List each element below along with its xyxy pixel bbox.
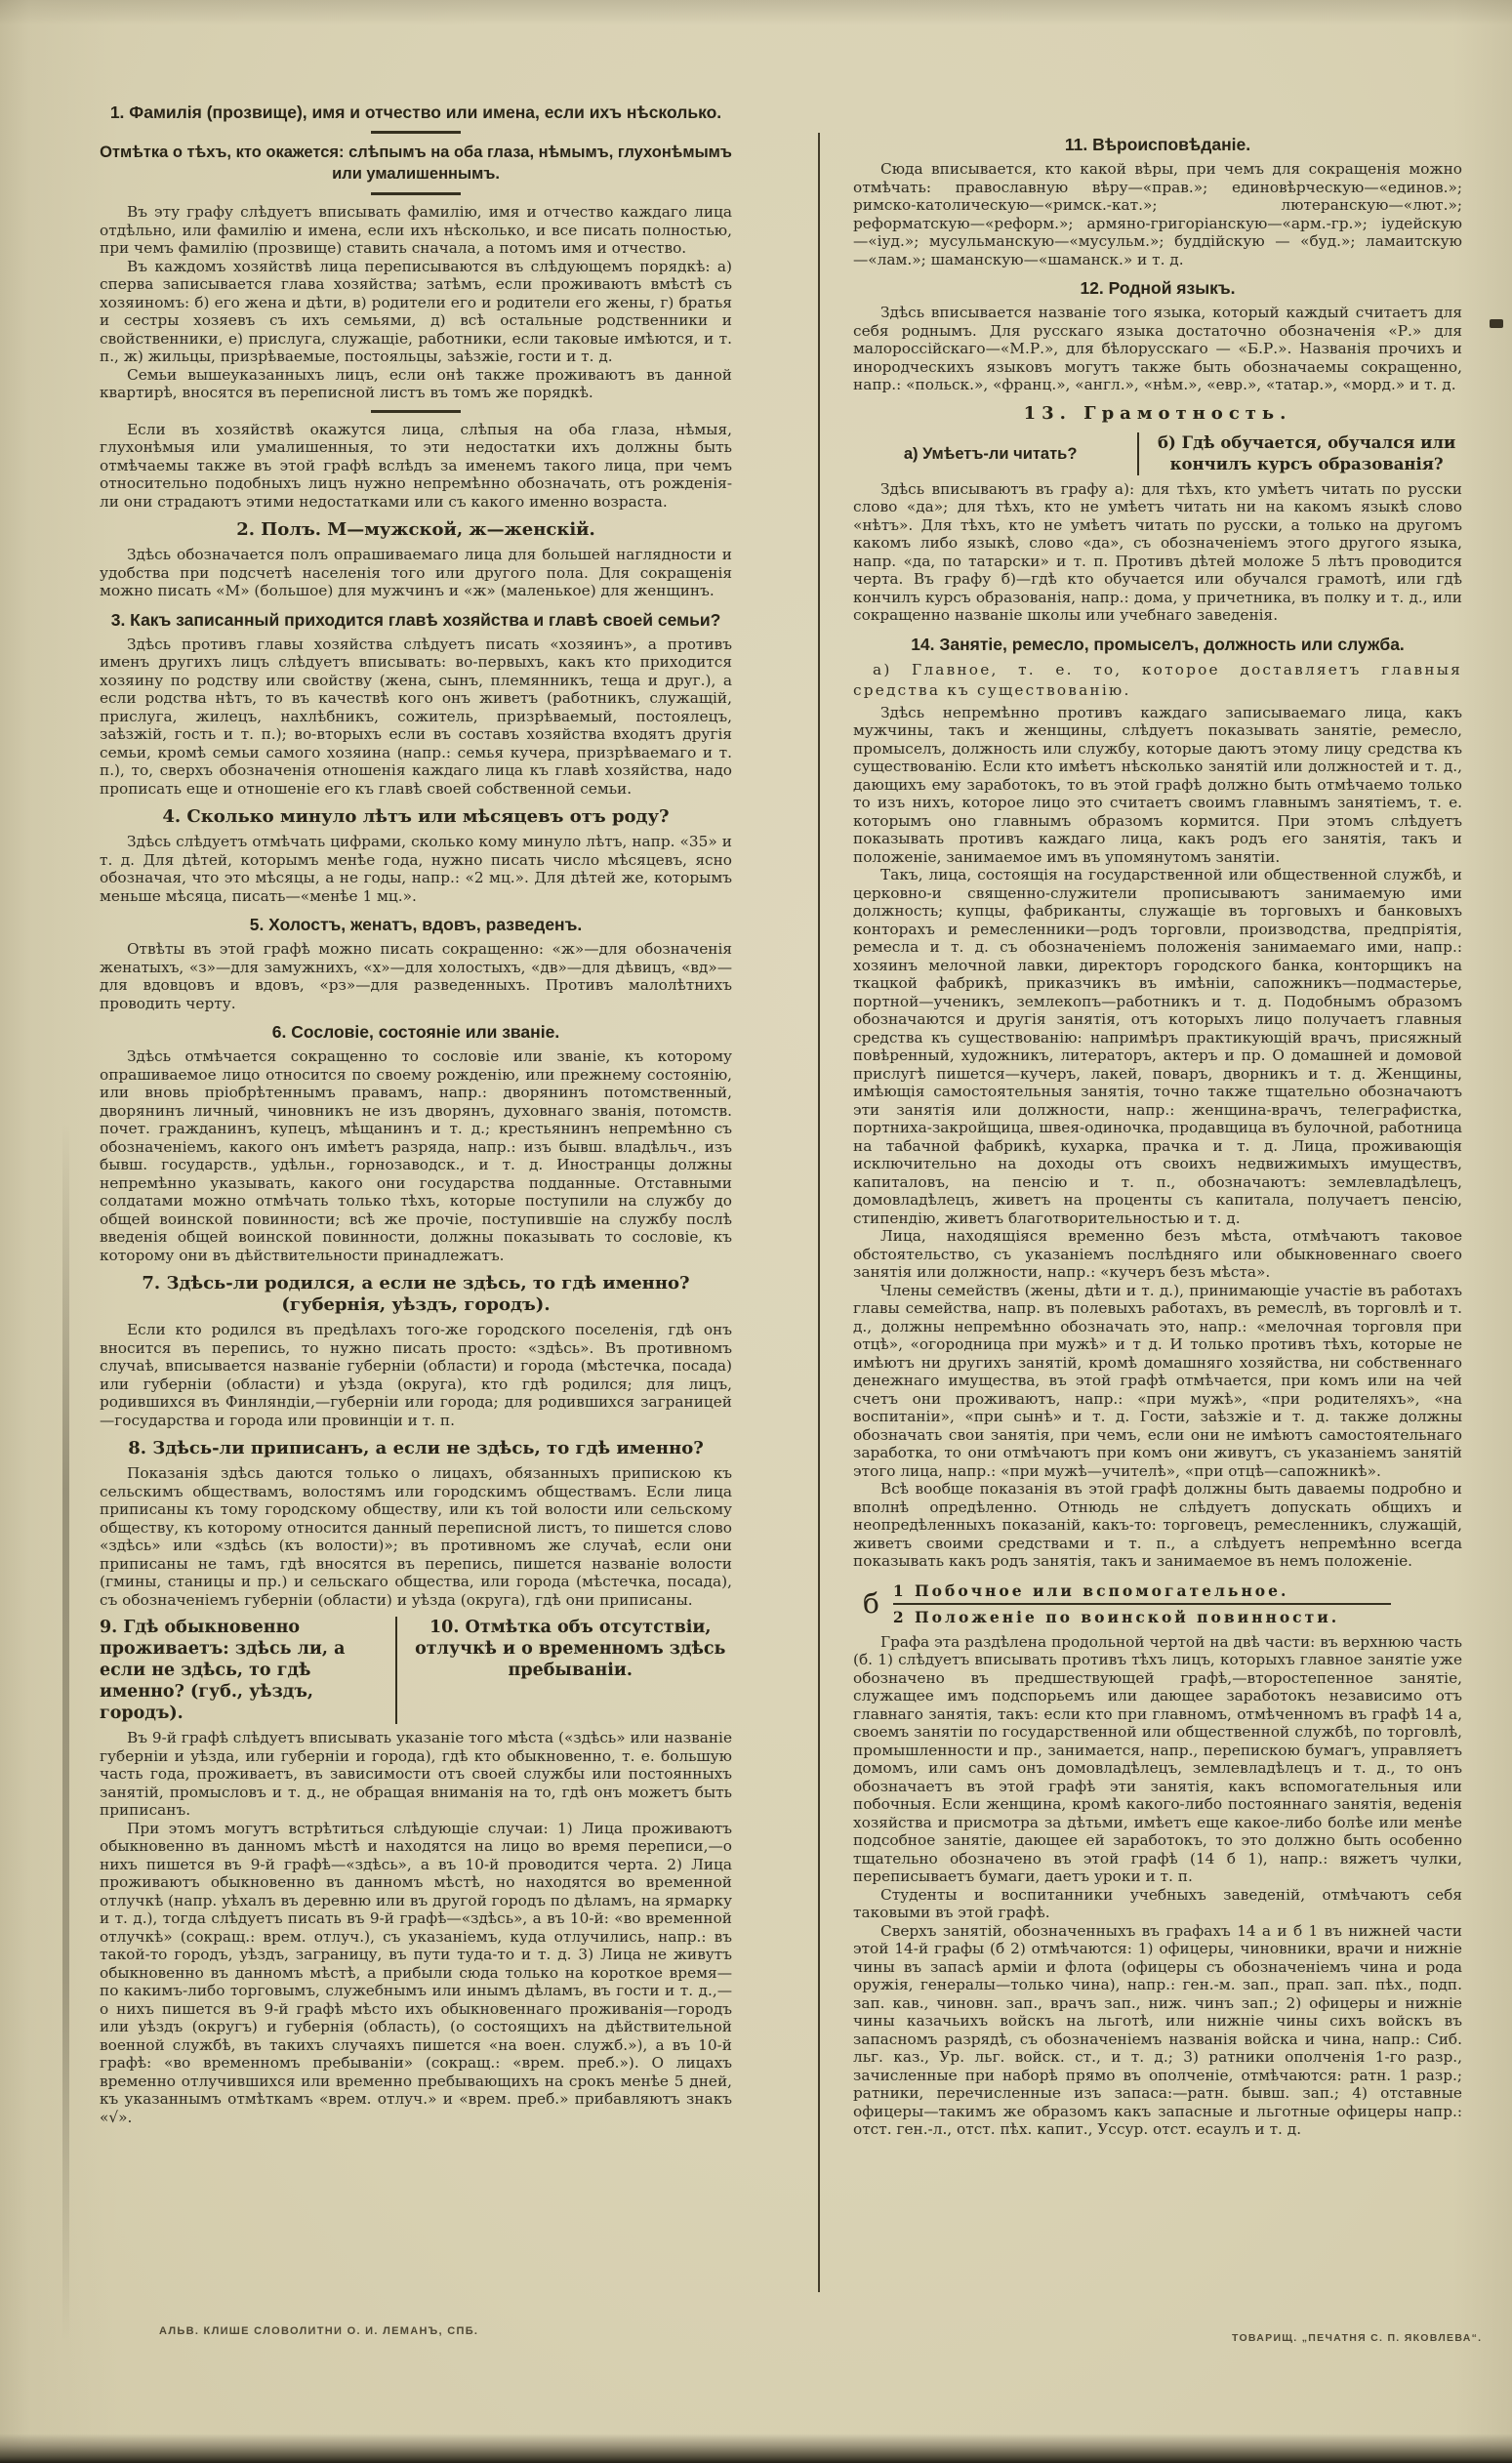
- paragraph: Всѣ вообще показанія въ этой графѣ должны быть даваемы подробно и вполнѣ опредѣленно. Отнюдь не слѣдуетъ допускать общихъ и неопредѣленныхъ показаній, какъ-то: торговецъ, ремесленникъ, служащій, живетъ своими средствами и т. п., а слѣдуетъ непремѣнно всегда показывать какъ родъ занятія, такъ и занимаемое въ немъ положеніе.: [853, 1480, 1462, 1570]
- paragraph: Сюда вписывается, кто какой вѣры, при чемъ для сокращенія можно отмѣчать: православную вѣру—«прав.»; единовѣрческую—«единов.»; римско-католическую—«римск.-кат.»; лютеранскую—«лют.»; реформатскую—«реформ.»; армяно-григоріанскую—«арм.-гр.»; іудейскую—«іуд.»; мусульманскую—«мусульм.»; буддійскую — «буд.»; ламаитскую—«лам.»; шаманскую—«шаманск.» и т. д.: [853, 160, 1462, 268]
- paragraph: Такъ, лица, состоящія на государственной или общественной службѣ, и церковно-и священно-служители прописываютъ занимаемую ими должность; купцы, фабриканты, служащіе въ торговыхъ и банковыхъ конторахъ и ремесленники—родъ торговли, производства, предпріятія, ремесла и т. д. съ обозначеніемъ положенія занимаемаго ими, напр.: хозяинъ мелочной лавки, директоръ городского банка, конторщикъ на ткацкой фабрикѣ, приказчикъ въ имѣніи, сапожникъ—подмастерье, портной—ученикъ, землекопъ—работникъ и т. д. Подобнымъ образомъ обозначаются и другія занятія, отъ которыхъ лицо получаетъ главныя средства къ существованію: напримѣръ практикующій врачъ, присяжный повѣренный, художникъ, литераторъ, актеръ и пр. О домашней и домовой прислугѣ пишется—кучеръ, лакей, поваръ, дворникъ и т. д. Женщины, имѣющія самостоятельныя занятія, точно также тщательно обозначаютъ эти занятія или должности, напр.: женщина-врачъ, телеграфистка, портниха-закройщица, швея-одиночка, продавщица въ булочной, работница на табачной фабрикѣ, кухарка, прачка и т. д. Лица, проживающія исключительно на доходы отъ своихъ недвижимыхъ имуществъ, капиталовъ, на пенсію и т. п., обозначаютъ: землевладѣлецъ, домовладѣлецъ, живетъ на проценты съ капитала, получаетъ пенсію, стипендію, живетъ благотворительностью и т. д.: [853, 866, 1462, 1227]
- dual-heading: [100, 1617, 732, 1724]
- paragraph: Здѣсь вписываютъ въ графу а): для тѣхъ, кто умѣетъ читать по русски слово «да»; для тѣхъ, кто не умѣетъ читать ни на какомъ языкѣ слово «нѣтъ». Для тѣхъ, кто не умѣетъ читать по русски, а только на другомъ какомъ либо языкѣ, слово «да», съ обозначеніемъ этого другого языка, напр. «да, по татарски» и т. п. Противъ дѣтей моложе 5 лѣтъ проводится черта. Въ графу б)—гдѣ кто обучается или обучался грамотѣ, или гдѣ кончилъ курсъ образованія, напр.: дома, у причетника, въ полку и т. д., или сокращенно названіе школы или учебнаго заведенія.: [853, 479, 1462, 624]
- paragraph: а) Главное, т. е. то, которое доставляетъ главныя средства къ существованію.: [853, 660, 1462, 699]
- section-divider-rule: [371, 410, 461, 413]
- paragraph: Если въ хозяйствѣ окажутся лица, слѣпыя на оба глаза, нѣмыя, глухонѣмыя или умалишенныя, то эти недостатки ихъ должны быть отмѣчаемы также въ этой графѣ вслѣдъ за именемъ такого лица, при чемъ относительно подобныхъ лицъ нужно непремѣнно обозначать, отъ рожденія-ли они страдаютъ этими недостатками или съ какого именно возраста.: [100, 420, 732, 511]
- section-divider-rule: [371, 192, 461, 195]
- dual-heading-left: 9. Гдѣ обыкновенно проживаетъ: здѣсь ли, а если не здѣсь, то гдѣ именно? (губ., уѣздъ, городъ).: [100, 1617, 397, 1724]
- column-divider: [818, 133, 820, 2292]
- brace-label: б: [863, 1586, 879, 1620]
- paragraph: Здѣсь противъ главы хозяйства слѣдуетъ писать «хозяинъ», а противъ именъ другихъ лицъ слѣдуетъ вписывать: во-первыхъ, какъ кто приходится хозяину по родству или свойству (жена, сынъ, племянникъ, теща и друг.), а если родства нѣтъ, то въ качествѣ кого онъ живетъ (работникъ, служащій, прислуга, жилецъ, нахлѣбникъ, сожитель, призрѣваемый, постоялецъ, заѣзжій, гость и т. п.); во-вторыхъ если въ составъ хозяйства входятъ другія семьи, кромѣ семьи самого хозяина (напр.: семья кучера, призрѣваемаго и т. п.), то, сверхъ обозначенія отношенія каждаго лица къ главѣ хозяйства, надо прописать еще и отношеніе его къ главѣ своей собственной семьи.: [100, 635, 732, 798]
- page-bottom-shadow: [0, 2434, 1512, 2463]
- paragraph: Здѣсь отмѣчается сокращенно то сословіе или званіе, къ которому опрашиваемое лицо относится по своему рожденію, или прежнему состоянію, или вновь пріобрѣтеннымъ правамъ, напр.: дворянинъ потомственный, дворянинъ личный, чиновникъ не изъ дворянъ, духовнаго званія, потомств. почет. гражданинъ, купецъ, мѣщанинъ и т. д.; крестьянинъ непремѣнно съ обозначеніемъ, какого онъ имѣетъ разряда, напр.: изъ бывш. владѣльч., изъ бывш. государств., удѣльн., горнозаводск., и т. д. Иностранцы должны непремѣнно указывать, какого они государства подданные. Отставными солдатами можно отмѣчать только тѣхъ, которые поступили на службу до общей воинской повинности; всѣ же прочіе, поступившіе на службу послѣ введенія общей воинской повинности, должны показывать то сословіе, къ которому они въ дѣйствительности принадлежатъ.: [100, 1047, 732, 1264]
- section-heading: 7. Здѣсь-ли родился, а если не здѣсь, то гдѣ именно? (губернія, уѣздъ, городъ).: [142, 1273, 690, 1315]
- section-divider-rule: [371, 131, 461, 134]
- brace-line-2: 2 Положеніе по воинской повинности.: [892, 1607, 1340, 1626]
- paragraph: Здѣсь непремѣнно противъ каждаго записываемаго лица, какъ мужчины, такъ и женщины, слѣдуетъ показывать занятіе, ремесло, промыселъ, должность или службу, которые даютъ этому лицу средства къ существованію. Если кто имѣетъ нѣсколько занятій или должностей и т. д., дающихъ ему заработокъ, то въ этой графѣ должно быть отмѣчаемо только то изъ нихъ, которое лицо это считаетъ своимъ главнымъ занятіемъ, т. е. которымъ оно главнымъ образомъ кормится. При этомъ слѣдуетъ показывать противъ каждаго лица, какъ родъ его занятія, такъ и положеніе, занимаемое имъ въ упомянутомъ занятіи.: [853, 703, 1462, 866]
- dual-heading-left: а) Умѣетъ-ли читать?: [853, 432, 1139, 475]
- paragraph: Здѣсь вписывается названіе того языка, который каждый считаетъ для себя роднымъ. Для русскаго языка достаточно обозначенія «Р.» для малороссійскаго—«М.Р.», для бѣлорусскаго — «Б.Р.». Названія прочихъ и инородческихъ языковъ могутъ также быть обозначаемы сокращенно, напр.: «польск.», «франц.», «англ.», «нѣм.», «евр.», «татар.», «морд.» и т. д.: [853, 304, 1462, 393]
- section-heading: 6. Сословіе, состояніе или званіе.: [271, 1022, 560, 1042]
- section-heading: Отмѣтка о тѣхъ, кто окажется: слѣпымъ на оба глаза, нѣмымъ, глухонѣмымъ или умалишеннымъ.: [100, 144, 732, 183]
- paragraph: Члены семействъ (жены, дѣти и т. д.), принимающіе участіе въ работахъ главы семейства, напр. въ полевыхъ работахъ, въ ремеслѣ, въ торговлѣ и т. д., должны непремѣнно обозначать это, напр.: «мелочная торговля при отцѣ», «огородница при мужѣ» и т д. И только противъ тѣхъ, которые не имѣютъ ни другихъ занятій, кромѣ домашняго хозяйства, ни собственнаго денежнаго имущества, въ этой графѣ отмѣчается, при комъ или на чей счетъ они проживаютъ, напр.: «при мужѣ», «при родителяхъ», «на воспитаніи», «при сынѣ» и т. д. Гости, заѣзжіе и т. д. также должны обозначать свои занятія, при чемъ, если они не имѣютъ самостоятельнаго заработка, то они отмѣчаютъ при комъ они живутъ, съ указаніемъ занятій этого лица, напр.: «при мужѣ—учителѣ», «при отцѣ—сапожникѣ».: [853, 1281, 1462, 1480]
- brace-line-1: 1 Побочное или вспомогательное.: [892, 1580, 1289, 1600]
- section-heading: 1. Фамилія (прозвище), имя и отчество или имена, если ихъ нѣсколько.: [109, 103, 722, 122]
- paragraph: Въ каждомъ хозяйствѣ лица переписываются въ слѣдующемъ порядкѣ: а) сперва записывается глава хозяйства; затѣмъ, если проживаютъ вмѣстѣ съ хозяиномъ: б) его жена и дѣти, в) родители его и родители его жены, г) братья и сестры хозяевъ съ ихъ семьями, д) всѣ остальные родственники и свойственники, е) прислуга, служащіе, работники, если таковые имѣются, и т. п., ж) жильцы, призрѣваемые, постояльцы, заѣзжіе, гости и т. д.: [100, 257, 732, 365]
- imprint-left: АЛЬВ. КЛИШЕ СЛОВОЛИТНИ О. И. ЛЕМАНЪ, СПБ.: [159, 2325, 479, 2337]
- paragraph: Студенты и воспитанники учебныхъ заведеній, отмѣчаютъ себя таковыми въ этой графѣ.: [853, 1885, 1462, 1921]
- column-14b-heading: [853, 1580, 1462, 1627]
- paper-fold-shadow: [62, 1123, 69, 2343]
- paragraph: Въ 9-й графѣ слѣдуетъ вписывать указаніе того мѣста («здѣсь» или названіе губерніи и уѣзда, или губерніи и города), гдѣ кто обыкновенно, т. е. большую часть года, проживаетъ, въ зависимости отъ своей службы или постоянныхъ занятій, промысловъ и т. д., не обращая вниманія на то, гдѣ онъ можетъ быть приписанъ.: [100, 1729, 732, 1819]
- paragraph: Въ эту графу слѣдуетъ вписывать фамилію, имя и отчество каждаго лица отдѣльно, или фамилію и имена, если ихъ нѣсколько, и все писать полностью, при чемъ фамилію (прозвище) ставить сначала, а потомъ имя и отчество.: [100, 203, 732, 257]
- paragraph: Здѣсь обозначается полъ опрашиваемаго лица для большей наглядности и удобства при подсчетѣ населенія того или другого пола. Для сокращенія можно писать «М» (большое) для мужчинъ и «ж» (маленькое) для женщинъ.: [100, 546, 732, 599]
- section-heading: 2. Полъ. М—мужской, ж—женскій.: [236, 519, 595, 540]
- section-heading: 11. Вѣроисповѣданіе.: [1064, 135, 1251, 154]
- section-heading: 4. Сколько минуло лѣтъ или мѣсяцевъ отъ роду?: [162, 806, 670, 827]
- section-heading: 5. Холостъ, женатъ, вдовъ, разведенъ.: [249, 915, 583, 934]
- section-heading: 3. Какъ записанный приходится главѣ хозяйства и главѣ своей семьи?: [110, 609, 721, 630]
- paragraph: Семьи вышеуказанныхъ лицъ, если онѣ также проживаютъ въ данной квартирѣ, вносятся въ переписной листъ въ томъ же порядкѣ.: [100, 365, 732, 401]
- column-left: [100, 93, 732, 2126]
- dual-heading-right: б) Гдѣ обучается, обучался или кончилъ курсъ образованія?: [1158, 432, 1456, 473]
- brace-separator-rule: [893, 1603, 1391, 1605]
- section-heading: 13. Грамотность.: [1023, 402, 1292, 424]
- paragraph: Если кто родился въ предѣлахъ того-же городского поселенія, гдѣ онъ вносится въ перепись, то нужно писать просто: «здѣсь». Въ противномъ случаѣ, вписывается названіе губерніи (области) и города (мѣстечка, посада) или губерніи (области) и уѣзда (округа), кто гдѣ родился; для лицъ, родившихся въ Финляндіи,—губерніи или города; для родившихся заграницей—государства и города или провинціи и т. п.: [100, 1321, 732, 1429]
- dual-heading: [853, 432, 1462, 475]
- paragraph: Показанія здѣсь даются только о лицахъ, обязанныхъ припискою къ сельскимъ обществамъ, волостямъ или городскимъ обществамъ. Если лица приписаны къ тому городскому обществу, или къ той волости или сельскому обществу, къ которому относится данный переписной листъ, то пишется слово «здѣсь» или «здѣсь (къ волости)»; въ противномъ же случаѣ, если они приписаны не тамъ, гдѣ вносятся въ перепись, пишется названіе волости (гмины, станицы и пр.) и сельскаго общества, или города (мѣстечка, посада), съ обозначеніемъ губерніи (области) и уѣзда (округа), гдѣ они приписаны.: [100, 1464, 732, 1609]
- imprint-right: ТОВАРИЩ. „ПЕЧАТНЯ С. П. ЯКОВЛЕВА“.: [1232, 2332, 1483, 2344]
- paragraph: При этомъ могутъ встрѣтиться слѣдующіе случаи: 1) Лица проживаютъ обыкновенно въ данномъ мѣстѣ и находятся на лицо во время переписи,—о нихъ пишется въ 9-й графѣ—«здѣсь», а въ 10-й проводится черта. 2) Лица проживаютъ обыкновенно въ данномъ мѣстѣ, но находятся во временной отлучкѣ (напр. уѣхалъ въ деревню или въ другой городъ по дѣламъ, на ярмарку и т. д.), тогда слѣдуетъ писать въ 9-й графѣ—«здѣсь», а въ 10-й: «во временной отлучкѣ» (сокращ.: врем. отлуч.), съ указаніемъ, куда отлучились, напр.: въ такой-то городъ, уѣздъ, заграницу, въ пути туда-то и т. д. 3) Лица не живутъ обыкновенно въ данномъ мѣстѣ, а прибыли сюда только на короткое время—по какимъ-либо торговымъ, служебнымъ или инымъ дѣламъ, въ гости и т. д.,—о нихъ пишется въ 9-й графѣ мѣсто ихъ обыкновеннаго проживанія—городъ или уѣздъ (округъ) и губернія (область), (о состоящихъ на дѣйствительной военной службѣ, въ такихъ случаяхъ пишется «на воен. служб.»), а въ 10-й графѣ: «во временномъ пребываніи» (сокращ.: «врем. преб.»). О лицахъ временно отлучившихся или временно пребывающихъ на срокъ менѣе 5 дней, къ указаннымъ отмѣткамъ «врем. отлуч.» и «врем. преб.» прибавляютъ знакъ «√».: [100, 1819, 732, 2126]
- section-heading: 12. Родной языкъ.: [1080, 278, 1236, 298]
- paragraph: Графа эта раздѣлена продольной чертой на двѣ части: въ верхнюю часть (б. 1) слѣдуетъ вписывать противъ тѣхъ лицъ, которыхъ главное занятіе уже обозначено въ предшествующей графѣ,—второстепенное занятіе, служащее имъ подспорьемъ или дающее заработокъ независимо отъ главнаго занятія, такъ: если кто при главномъ, отмѣченномъ въ графѣ 14 а, своемъ занятіи по государственной или общественной службѣ, по торговлѣ, промышленности и пр., занимается, напр., перепискою бумагъ, управляетъ домомъ, или самъ онъ домовладѣлецъ, землевладѣлецъ и т. д., то онъ обозначаетъ въ этой графѣ эти занятія, какъ вспомогательныя или побочныя. Если женщина, кромѣ какого-либо постояннаго занятія, веденія хозяйства и присмотра за дѣтьми, имѣетъ еще какое-либо болѣе или менѣе подсобное занятіе, дающее ей заработокъ, то это должно быть особенно тщательно обозначено въ этой графѣ (14 б 1), напр.: вяжетъ чулки, переписываетъ бумаги, даетъ уроки и т. п.: [853, 1632, 1462, 1885]
- section-heading: 8. Здѣсь-ли приписанъ, а если не здѣсь, то гдѣ именно?: [128, 1438, 704, 1458]
- section-heading: 14. Занятіе, ремесло, промыселъ, должность или служба.: [911, 634, 1405, 654]
- paragraph: Сверхъ занятій, обозначенныхъ въ графахъ 14 а и б 1 въ нижней части этой 14-й графы (б 2) отмѣчаются: 1) офицеры, чиновники, врачи и нижніе чины въ запасѣ арміи и флота (офицеры съ обозначеніемъ чина и рода оружія, генералы—только чина), напр.: ген.-м. зап., прап. зап. пѣх., подп. зап. кав., чиновн. зап., врачъ зап., ниж. чинъ зап.; 2) офицеры и нижніе чины казачьихъ войскъ на льготѣ, или нижніе чины сихъ войскъ въ запасномъ разрядѣ, съ обозначеніемъ названія войска и чина, напр.: Сиб. льг. каз., Ур. льг. войск. ст., и т. д.; 3) ратники ополченія 1-го разр., зачисленные при наборѣ прямо въ ополченіе, отмѣчаются: ратн. 1 разр.; ратники, перечисленные изъ запаса:—ратн. бывш. зап.; 4) отставные офицеры—такимъ же образомъ какъ запасные и льготные офицеры напр.: отст. ген.-л., отст. пѣх. капит., Уссур. отст. есаулъ и т. д.: [853, 1921, 1462, 2138]
- paragraph: Здѣсь слѣдуетъ отмѣчать цифрами, сколько кому минуло лѣтъ, напр. «35» и т. д. Для дѣтей, которымъ менѣе года, нужно писать число мѣсяцевъ, ясно обозначая, что это мѣсяцы, а не годы, напр.: «2 мц.». Для дѣтей же, которымъ меньше мѣсяца, писать—«менѣе 1 мц.».: [100, 833, 732, 905]
- paragraph: Отвѣты въ этой графѣ можно писать сокращенно: «ж»—для обозначенія женатыхъ, «з»—для замужнихъ, «х»—для холостыхъ, «дв»—для дѣвицъ, «вд»—для вдовцовъ и вдовъ, «рз»—для разведенныхъ. Противъ малолѣтнихъ проводить черту.: [100, 940, 732, 1012]
- dual-heading-right: 10. Отмѣтка объ отсутствіи, отлучкѣ и о временномъ здѣсь пребываніи.: [415, 1618, 726, 1680]
- edge-ink-mark: [1490, 319, 1503, 328]
- paragraph: Лица, находящіяся временно безъ мѣста, отмѣчаютъ таковое обстоятельство, съ указаніемъ послѣдняго или обыкновеннаго своего занятія или должности, напр.: «кучеръ безъ мѣста».: [853, 1227, 1462, 1281]
- column-right: [853, 125, 1462, 2139]
